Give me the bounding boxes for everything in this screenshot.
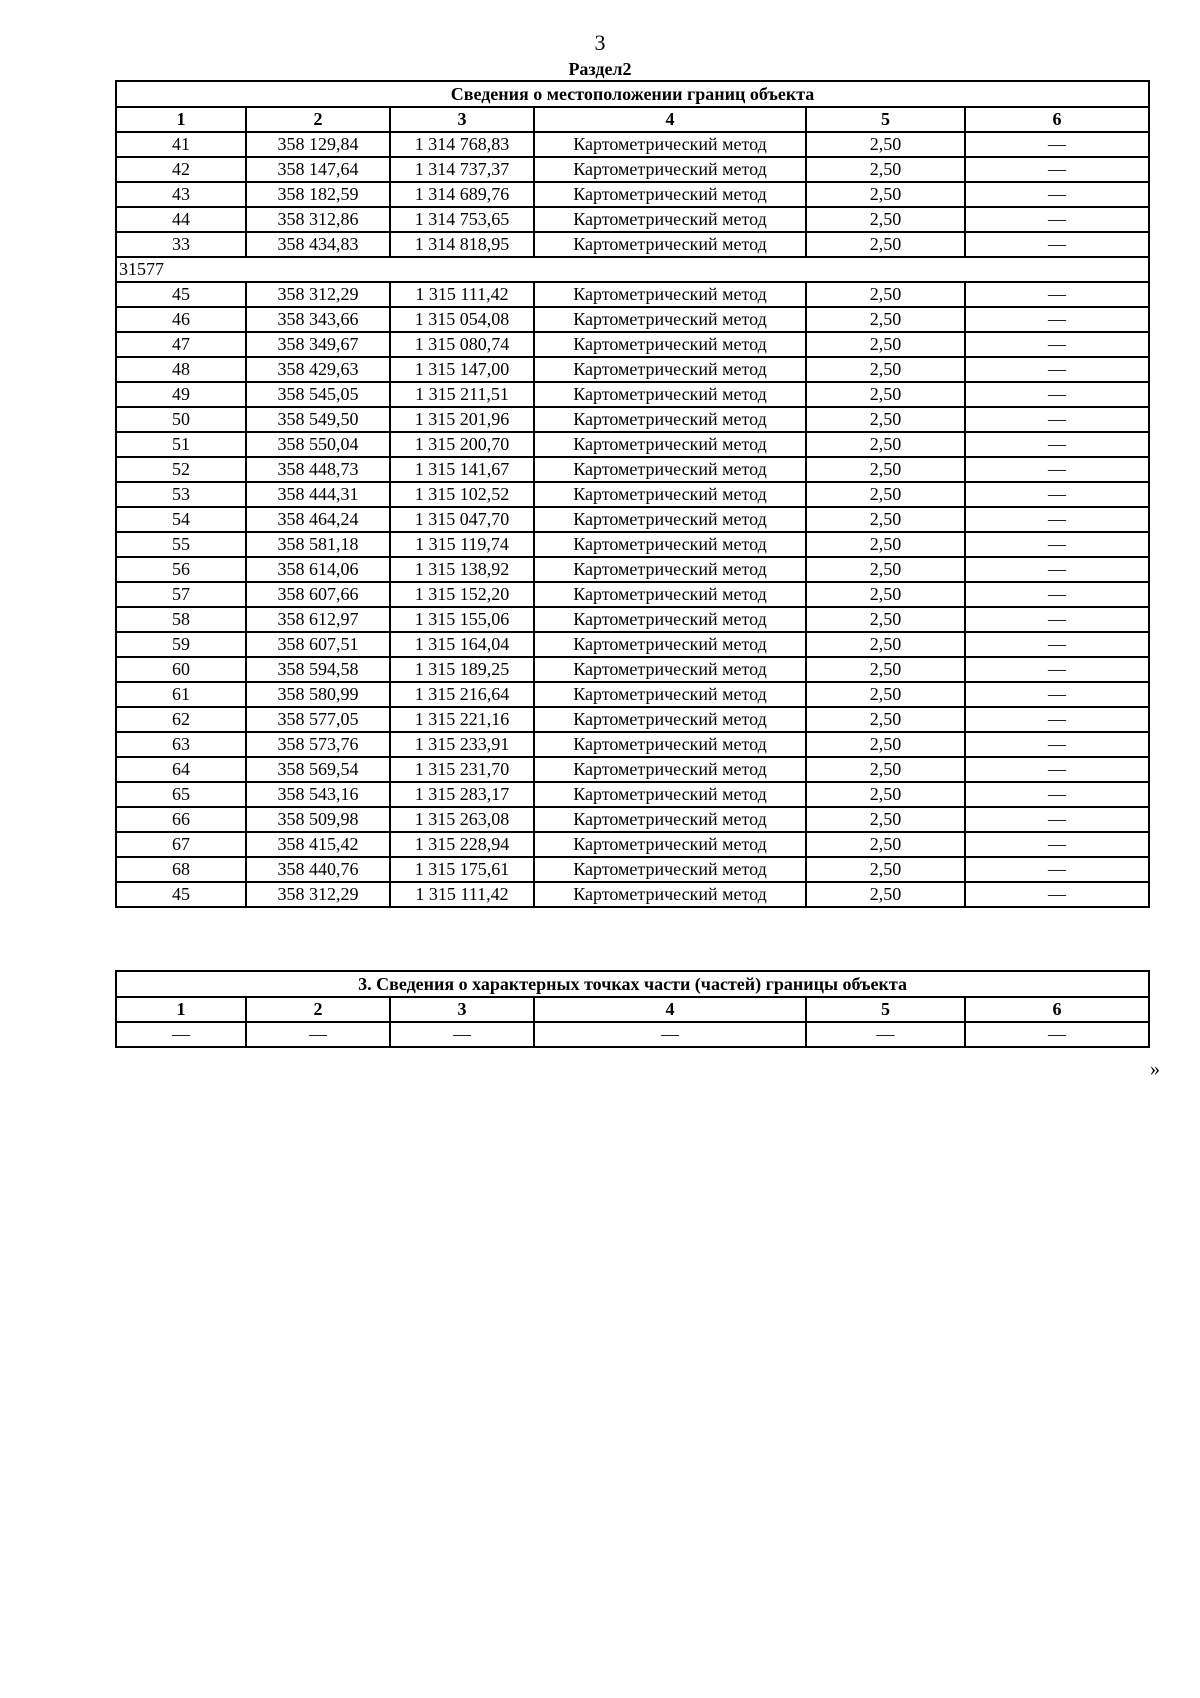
table-cell: — — [965, 882, 1149, 907]
table-cell: 358 312,86 — [246, 207, 390, 232]
parts-table-body — [116, 971, 1149, 1047]
table-cell: 1 315 119,74 — [390, 532, 534, 557]
table-cell: Картометрический метод — [534, 707, 806, 732]
table-row — [116, 357, 1149, 382]
table-cell: 358 343,66 — [246, 307, 390, 332]
table-cell: 2,50 — [806, 532, 965, 557]
table-cell: 358 543,16 — [246, 782, 390, 807]
table-cell: 56 — [116, 557, 246, 582]
table-cell: Картометрический метод — [534, 282, 806, 307]
table-cell: Картометрический метод — [534, 407, 806, 432]
table-cell: — — [965, 632, 1149, 657]
table-cell: Картометрический метод — [534, 782, 806, 807]
boundary-table-title-row — [116, 81, 1149, 107]
table-cell: 358 312,29 — [246, 882, 390, 907]
table-cell: 2,50 — [806, 857, 965, 882]
table-cell: 2,50 — [806, 182, 965, 207]
table-cell: — — [246, 1022, 390, 1047]
table-cell: 1 315 231,70 — [390, 757, 534, 782]
table-cell: 55 — [116, 532, 246, 557]
table-cell: — — [965, 757, 1149, 782]
table-cell: 1 315 102,52 — [390, 482, 534, 507]
table-row — [116, 457, 1149, 482]
table-row — [116, 432, 1149, 457]
column-number-6: 6 — [965, 107, 1149, 132]
table-cell: 1 315 111,42 — [390, 282, 534, 307]
table-cell: 2,50 — [806, 882, 965, 907]
table-row — [116, 607, 1149, 632]
table-cell: 47 — [116, 332, 246, 357]
table-cell: 62 — [116, 707, 246, 732]
table-cell: 2,50 — [806, 732, 965, 757]
table-cell: 45 — [116, 282, 246, 307]
table-cell: 1 315 147,00 — [390, 357, 534, 382]
table-cell: — — [965, 607, 1149, 632]
table-row — [116, 507, 1149, 532]
table-cell: — — [806, 1022, 965, 1047]
table-row — [116, 582, 1149, 607]
table-cell: Картометрический метод — [534, 607, 806, 632]
table-cell: 1 314 753,65 — [390, 207, 534, 232]
table-cell: Картометрический метод — [534, 432, 806, 457]
table-cell: 1 315 164,04 — [390, 632, 534, 657]
table-cell: Картометрический метод — [534, 357, 806, 382]
table-cell: 2,50 — [806, 332, 965, 357]
table-cell: 358 440,76 — [246, 857, 390, 882]
table-cell: 2,50 — [806, 782, 965, 807]
table-row — [116, 707, 1149, 732]
table-cell: 358 580,99 — [246, 682, 390, 707]
table-cell: — — [390, 1022, 534, 1047]
table-cell: 1 315 189,25 — [390, 657, 534, 682]
table-cell: Картометрический метод — [534, 757, 806, 782]
table-row — [116, 332, 1149, 357]
table-cell: 2,50 — [806, 482, 965, 507]
table-cell: — — [965, 207, 1149, 232]
table-cell: Картометрический метод — [534, 382, 806, 407]
contour-row — [116, 257, 1149, 282]
table-cell: 2,50 — [806, 632, 965, 657]
column-number-3: 3 — [390, 997, 534, 1022]
boundary-table-title: Сведения о местоположении границ объекта — [116, 81, 1149, 107]
table-cell: 54 — [116, 507, 246, 532]
table-cell: 33 — [116, 232, 246, 257]
table-cell: 358 577,05 — [246, 707, 390, 732]
table-cell: — — [965, 232, 1149, 257]
table-cell: 1 315 054,08 — [390, 307, 534, 332]
table-cell: 2,50 — [806, 132, 965, 157]
table-cell: — — [965, 832, 1149, 857]
table-row — [116, 882, 1149, 907]
table-cell: 358 429,63 — [246, 357, 390, 382]
table-cell: — — [965, 732, 1149, 757]
table-cell: Картометрический метод — [534, 732, 806, 757]
table-row — [116, 157, 1149, 182]
table-cell: 1 315 175,61 — [390, 857, 534, 882]
table-cell: 358 549,50 — [246, 407, 390, 432]
table-cell: 358 569,54 — [246, 757, 390, 782]
table-cell: — — [965, 282, 1149, 307]
table-row — [116, 1022, 1149, 1047]
page-number: 3 — [594, 30, 606, 55]
table-cell: 60 — [116, 657, 246, 682]
table-cell: — — [965, 657, 1149, 682]
table-cell: Картометрический метод — [534, 557, 806, 582]
table-cell: — — [965, 557, 1149, 582]
table-cell: — — [965, 707, 1149, 732]
table-cell: Картометрический метод — [534, 857, 806, 882]
table-cell: Картометрический метод — [534, 182, 806, 207]
table-row — [116, 732, 1149, 757]
table-cell: 52 — [116, 457, 246, 482]
table-cell: — — [965, 807, 1149, 832]
parts-table-title: 3. Сведения о характерных точках части (частей) границы объекта — [116, 971, 1149, 997]
table-cell: 1 315 138,92 — [390, 557, 534, 582]
table-cell: 358 614,06 — [246, 557, 390, 582]
table-cell: — — [965, 532, 1149, 557]
table-row — [116, 857, 1149, 882]
table-cell: 358 550,04 — [246, 432, 390, 457]
contour-number: 31577 — [116, 257, 1149, 282]
table-row — [116, 532, 1149, 557]
table-cell: 1 315 216,64 — [390, 682, 534, 707]
table-cell: 2,50 — [806, 382, 965, 407]
table-row — [116, 832, 1149, 857]
parts-table — [115, 970, 1150, 1048]
table-cell: 1 315 141,67 — [390, 457, 534, 482]
table-cell: 2,50 — [806, 307, 965, 332]
table-cell: 59 — [116, 632, 246, 657]
table-cell: 358 581,18 — [246, 532, 390, 557]
column-number-1: 1 — [116, 107, 246, 132]
table-cell: 66 — [116, 807, 246, 832]
parts-table-column-header — [116, 997, 1149, 1022]
table-row — [116, 307, 1149, 332]
table-cell: 2,50 — [806, 157, 965, 182]
table-cell: — — [965, 407, 1149, 432]
table-row — [116, 282, 1149, 307]
table-cell: 58 — [116, 607, 246, 632]
table-cell: 67 — [116, 832, 246, 857]
column-number-4: 4 — [534, 107, 806, 132]
table-row — [116, 182, 1149, 207]
table-cell: 1 315 228,94 — [390, 832, 534, 857]
table-cell: 46 — [116, 307, 246, 332]
parts-table-title-row — [116, 971, 1149, 997]
table-cell: 2,50 — [806, 757, 965, 782]
table-cell: 44 — [116, 207, 246, 232]
table-cell: — — [965, 132, 1149, 157]
table-cell: 358 612,97 — [246, 607, 390, 632]
closing-quote: » — [1150, 1058, 1160, 1080]
column-number-2: 2 — [246, 107, 390, 132]
table-row — [116, 482, 1149, 507]
table-cell: Картометрический метод — [534, 207, 806, 232]
table-cell: 63 — [116, 732, 246, 757]
table-cell: 1 314 818,95 — [390, 232, 534, 257]
table-cell: 358 545,05 — [246, 382, 390, 407]
table-cell: 2,50 — [806, 407, 965, 432]
table-cell: 358 607,66 — [246, 582, 390, 607]
table-cell: Картометрический метод — [534, 807, 806, 832]
table-cell: 358 509,98 — [246, 807, 390, 832]
table-cell: 1 314 737,37 — [390, 157, 534, 182]
table-cell: 53 — [116, 482, 246, 507]
table-row — [116, 557, 1149, 582]
table-cell: 358 415,42 — [246, 832, 390, 857]
table-cell: 48 — [116, 357, 246, 382]
table-cell: 1 315 233,91 — [390, 732, 534, 757]
table-cell: 2,50 — [806, 657, 965, 682]
table-cell: — — [965, 507, 1149, 532]
table-cell: 1 315 211,51 — [390, 382, 534, 407]
table-cell: 2,50 — [806, 207, 965, 232]
table-row — [116, 132, 1149, 157]
table-cell: 1 315 221,16 — [390, 707, 534, 732]
table-cell: Картометрический метод — [534, 307, 806, 332]
table-cell: Картометрический метод — [534, 682, 806, 707]
table-row — [116, 682, 1149, 707]
table-cell: 2,50 — [806, 432, 965, 457]
table-cell: — — [965, 382, 1149, 407]
table-cell: Картометрический метод — [534, 632, 806, 657]
table-cell: — — [965, 157, 1149, 182]
table-cell: 358 182,59 — [246, 182, 390, 207]
table-cell: Картометрический метод — [534, 882, 806, 907]
table-row — [116, 232, 1149, 257]
table-cell: Картометрический метод — [534, 657, 806, 682]
table-cell: 1 315 155,06 — [390, 607, 534, 632]
table-cell: Картометрический метод — [534, 132, 806, 157]
table-cell: 1 315 201,96 — [390, 407, 534, 432]
table-cell: 358 434,83 — [246, 232, 390, 257]
table-cell: 1 315 111,42 — [390, 882, 534, 907]
table-cell: 50 — [116, 407, 246, 432]
table-cell: Картометрический метод — [534, 582, 806, 607]
table-cell: — — [965, 782, 1149, 807]
table-cell: 68 — [116, 857, 246, 882]
table-row — [116, 657, 1149, 682]
table-cell: Картометрический метод — [534, 832, 806, 857]
table-cell: 2,50 — [806, 832, 965, 857]
table-cell: 45 — [116, 882, 246, 907]
boundary-table-column-header — [116, 107, 1149, 132]
table-cell: Картометрический метод — [534, 532, 806, 557]
table-cell: — — [116, 1022, 246, 1047]
table-cell: Картометрический метод — [534, 457, 806, 482]
table-cell: — — [965, 682, 1149, 707]
table-cell: 358 594,58 — [246, 657, 390, 682]
column-number-5: 5 — [806, 997, 965, 1022]
table-cell: 41 — [116, 132, 246, 157]
table-cell: 358 147,64 — [246, 157, 390, 182]
table-cell: Картометрический метод — [534, 507, 806, 532]
table-cell: 2,50 — [806, 357, 965, 382]
boundary-table — [115, 80, 1150, 908]
table-cell: 1 315 152,20 — [390, 582, 534, 607]
table-row — [116, 782, 1149, 807]
table-cell: 42 — [116, 157, 246, 182]
table-cell: 2,50 — [806, 807, 965, 832]
table-cell: — — [965, 357, 1149, 382]
table-cell: 358 448,73 — [246, 457, 390, 482]
table-cell: 1 315 263,08 — [390, 807, 534, 832]
table-cell: 49 — [116, 382, 246, 407]
boundary-table-body — [116, 81, 1149, 907]
table-cell: 2,50 — [806, 607, 965, 632]
table-row — [116, 382, 1149, 407]
table-cell: — — [965, 432, 1149, 457]
table-cell: 358 349,67 — [246, 332, 390, 357]
table-cell: 2,50 — [806, 707, 965, 732]
table-cell: 1 315 047,70 — [390, 507, 534, 532]
table-cell: 43 — [116, 182, 246, 207]
table-cell: 2,50 — [806, 507, 965, 532]
column-number-3: 3 — [390, 107, 534, 132]
table-row — [116, 632, 1149, 657]
table-cell: 2,50 — [806, 282, 965, 307]
table-cell: 358 129,84 — [246, 132, 390, 157]
table-cell: Картометрический метод — [534, 482, 806, 507]
column-number-1: 1 — [116, 997, 246, 1022]
table-cell: 65 — [116, 782, 246, 807]
table-cell: 358 573,76 — [246, 732, 390, 757]
table-cell: — — [965, 457, 1149, 482]
table-cell: 64 — [116, 757, 246, 782]
table-row — [116, 757, 1149, 782]
table-cell: 1 315 283,17 — [390, 782, 534, 807]
table-cell: — — [965, 1022, 1149, 1047]
table-cell: — — [965, 582, 1149, 607]
table-cell: 358 312,29 — [246, 282, 390, 307]
table-row — [116, 207, 1149, 232]
table-row — [116, 407, 1149, 432]
section-label: Раздел2 — [568, 59, 632, 79]
table-cell: 1 314 768,83 — [390, 132, 534, 157]
table-cell: — — [965, 307, 1149, 332]
table-cell: 2,50 — [806, 682, 965, 707]
table-cell: Картометрический метод — [534, 332, 806, 357]
column-number-6: 6 — [965, 997, 1149, 1022]
table-cell: 358 607,51 — [246, 632, 390, 657]
table-cell: — — [965, 482, 1149, 507]
table-cell: 2,50 — [806, 232, 965, 257]
table-cell: Картометрический метод — [534, 157, 806, 182]
column-number-4: 4 — [534, 997, 806, 1022]
table-cell: 358 464,24 — [246, 507, 390, 532]
table-cell: — — [965, 332, 1149, 357]
table-cell: 358 444,31 — [246, 482, 390, 507]
table-cell: — — [965, 857, 1149, 882]
table-cell: Картометрический метод — [534, 232, 806, 257]
table-cell: 2,50 — [806, 582, 965, 607]
column-number-2: 2 — [246, 997, 390, 1022]
table-cell: 1 314 689,76 — [390, 182, 534, 207]
table-cell: — — [534, 1022, 806, 1047]
table-cell: 2,50 — [806, 557, 965, 582]
table-cell: 1 315 080,74 — [390, 332, 534, 357]
table-cell: — — [965, 182, 1149, 207]
table-cell: 1 315 200,70 — [390, 432, 534, 457]
table-row — [116, 807, 1149, 832]
table-cell: 51 — [116, 432, 246, 457]
table-cell: 61 — [116, 682, 246, 707]
column-number-5: 5 — [806, 107, 965, 132]
table-cell: 57 — [116, 582, 246, 607]
table-cell: 2,50 — [806, 457, 965, 482]
